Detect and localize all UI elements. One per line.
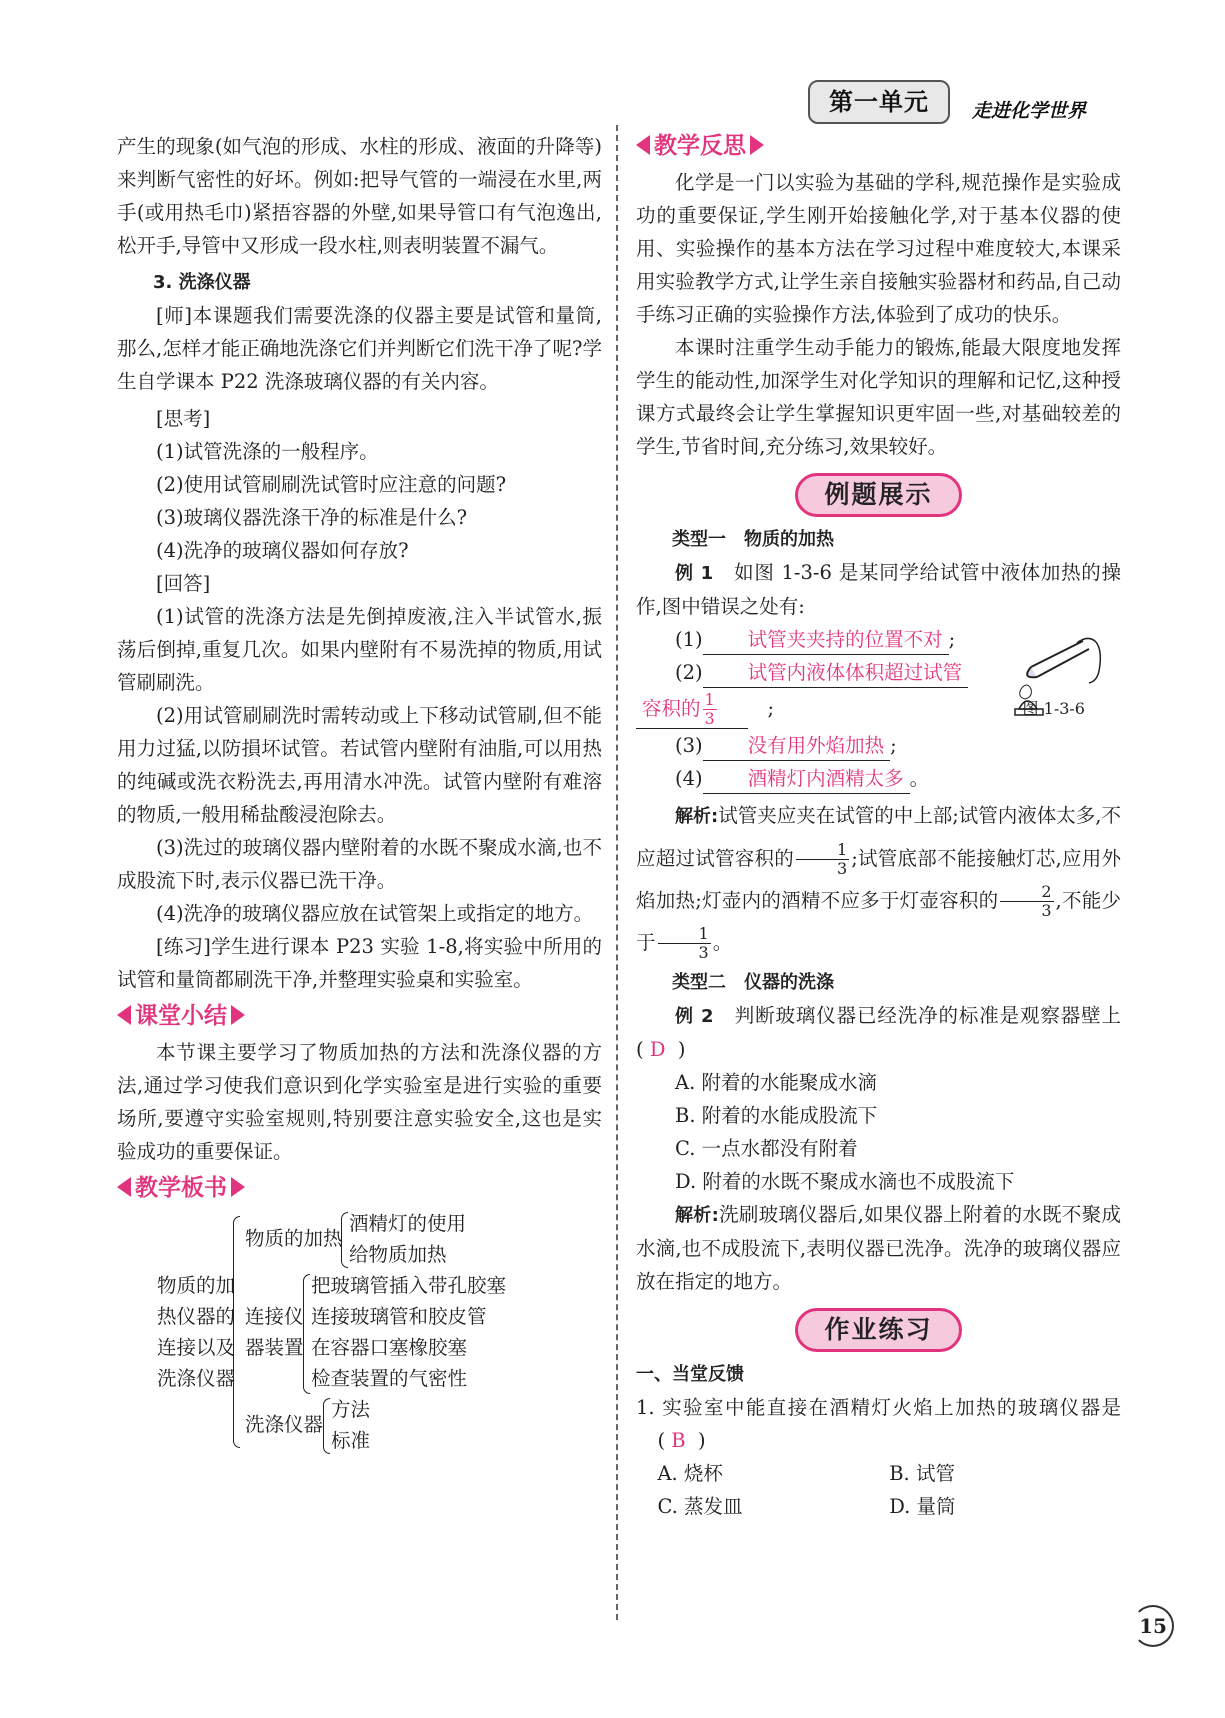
option: A. 附着的水能聚成水滴 [675, 1071, 877, 1094]
homework-banner: 作业练习 [795, 1308, 961, 1352]
list-item: (2)使用试管刷刷洗试管时应注意的问题? [156, 473, 507, 496]
list-item: (2)用试管刷刷洗时需转动或上下移动试管刷,但不能用力过猛,以防損坏试管。若试管内壁附有油脂,可以用热的纯碱或洗衣粉洗去,再用清水冲洗。试管内壁附有难溶的物质,一般用稀盐酸浸泡除去。 [117, 704, 602, 826]
example-text: 如图 1-3-6 是某同学给试管中液体加热的操作,图中错误之处有: [636, 561, 1121, 618]
board-leaf: 方法 [331, 1398, 371, 1421]
left-column [117, 130, 602, 1458]
board-leaf: 连接玻璃管和胶皮管 [311, 1305, 487, 1328]
board-branch: 洗涤仪器 [245, 1413, 324, 1436]
board-root: 物质的加 [157, 1274, 236, 1297]
board-leaf: 在容器口塞橡胶塞 [311, 1336, 468, 1359]
paragraph: 化学是一门以实验为基础的学科,规范操作是实验成功的重要保证,学生刚开始接触化学,对于基本仪器的使用、实验操作的基本方法在学习过程中难度较大,本课采用实验教学方式,让学生亲自接触实验器材和药品,自己动手练习正确的实验操作方法,体验到了成功的快乐。 [636, 171, 1121, 326]
triangle-right-icon [231, 1177, 245, 1197]
subheading: 3. 洗涤仪器 [153, 272, 251, 293]
answer-blank: 没有用外焰加热 [703, 732, 891, 761]
analysis-text: 试管夹应夹在试管的中上部;试管内液体太多,不应超过试管容积的 [636, 804, 1121, 870]
option: B. 试管 [889, 1462, 955, 1485]
paragraph: 本课时注重学生动手能力的锻炼,能最大限度地发挥学生的能动性,加深学生对化学知识的理解和记忆,这种授课方式最终会让学生掌握知识更牢固一些,对基础较差的学生,节省时间,充分练习,效果较好。 [636, 336, 1121, 458]
option: A. 烧杯 [657, 1462, 723, 1485]
type-heading: 类型一 物质的加热 [672, 529, 834, 550]
list-item: (3)洗过的玻璃仪器内壁附着的水既不聚成水滴,也不成股流下时,表示仪器已洗干净。 [117, 836, 602, 892]
board-root: 热仪器的 [157, 1305, 236, 1328]
example-label: 例 1 [675, 563, 714, 584]
label: [回答] [156, 572, 211, 595]
paragraph: 产生的现象(如气泡的形成、水柱的形成、液面的升降等)来判断气密性的好坏。例如:把导气管的一端浸在水里,两手(或用热毛巾)紧捂容器的外壁,如果导管口有气泡逸出,松开手,导管中又形成一段水柱,则表明装置不漏气。 [117, 135, 602, 257]
question-answer: B [671, 1429, 686, 1452]
analysis-text: 洗刷玻璃仪器后,如果仪器上附着的水既不聚成水滴,也不成股流下,表明仪器已洗净。洗净的玻璃仪器应放在指定的地方。 [636, 1203, 1122, 1293]
board-branch: 连接仪 [245, 1305, 304, 1328]
option: B. 附着的水能成股流下 [675, 1104, 878, 1127]
fraction: $\frac{1}{3}$ [658, 925, 711, 962]
example-label: 例 2 [675, 1006, 714, 1027]
example-answer: D [649, 1038, 666, 1061]
test-tube-heating-figure [991, 627, 1111, 727]
answer-blank: 试管夹夹持的位置不对 [703, 626, 949, 655]
answer-blank: 酒精灯内酒精太多 [703, 765, 910, 794]
page-number: 15 [1132, 1605, 1174, 1647]
triangle-left-icon [117, 1177, 131, 1197]
section-title: 教学反思 [636, 128, 1121, 164]
right-column: 教学反思 化学是一门以实验为基础的学科,规范操作是实验成功的重要保证,学生刚开始接触化学,对于基本仪器的使用、实验操作的基本方法在学习过程中难度较大,本课采用实验教学方式,让学生亲自接触实验器材和药品,自己动手练习正确的实验操作方法,体验到了成功的快乐。 本课时注重学生动手能力的锻炼,能最大限度地发挥学生的能动性,加深学生对化学知识的理解和记忆,这种授课方式最终会让学生掌握知识更牢固一些,对基础较差的学生,节省时间,充分练习,效果较好。 例题展示 类型一 物质的加热 例 1 如图 1-3-6 是某同学给试管中液体加热的操作,图中错误之处有: (1) 试管夹夹持的位置不对 ; (2) 试管内液体体积超过试管 容积的 $\frac{1}{3}$ ; 图 1-3-6 (3) 没有用外焰加热 ; (4) 酒精灯内酒精太多 。 解析:试管夹应夹在试管的中上部;试管内液体太多,不应超过试管容积的 $\frac{1}{3}$ ;试管底部不能接触灯芯,应用外焰加热;灯壶内的酒精不应多于灯壶容积的 $\frac{2}{3}$ ,不能少于 $\frac{1}{3}$ 。 类型二 仪器的洗涤 例 2 判断玻璃仪器已经洗净的标准是观察器壁上( D ) A. 附着的水能聚成水滴 B. 附着的水能成股流下 C. 一点水都没有附着 D. 附着的水既不聚成水滴也不成股流下 解析:洗刷玻璃仪器后,如果仪器上附着的水既不聚成水滴,也不成股流下,表明仪器已洗净。洗净的玻璃仪器应放在指定的地方。 作业练习 一、当堂反馈 1. 实验室中能直接在酒精灯火焰上加热的玻璃仪器是( B ) A. 烧杯 B. 试管 C. 蒸发皿 D. 量筒 [636, 130, 1121, 1523]
brace-icon [303, 1274, 310, 1394]
examples-banner: 例题展示 [795, 473, 961, 517]
column-divider [616, 125, 618, 1620]
option: D. 附着的水既不聚成水滴也不成股流下 [675, 1170, 1015, 1193]
option: D. 量筒 [889, 1495, 956, 1518]
brace-icon [323, 1398, 330, 1454]
board-leaf: 把玻璃管插入带孔胶塞 [311, 1274, 507, 1297]
list-item: (1)试管洗涤的一般程序。 [156, 440, 379, 463]
analysis-text: 。 [712, 931, 733, 954]
section-title: 课堂小结 [117, 998, 602, 1034]
board-branch: 物质的加热 [245, 1227, 343, 1250]
board-leaf: 检查装置的气密性 [311, 1367, 468, 1390]
triangle-right-icon [750, 135, 764, 155]
type-heading: 类型二 仪器的洗涤 [672, 972, 834, 993]
answer-blank: 试管内液体体积超过试管 [703, 659, 969, 688]
option: C. 蒸发皿 [657, 1495, 743, 1518]
board-leaf: 标准 [331, 1429, 371, 1452]
paragraph: [师]本课题我们需要洗涤的仪器主要是试管和量筒,那么,怎样才能正确地洗涤它们并判断它们洗干净了呢?学生自学课本 P22 洗涤玻璃仪器的有关内容。 [117, 304, 602, 393]
triangle-right-icon [231, 1005, 245, 1025]
fraction: $\frac{2}{3}$ [1000, 883, 1053, 920]
analysis-label: 解析: [675, 1205, 719, 1226]
triangle-left-icon [636, 135, 650, 155]
brace-icon [341, 1212, 348, 1268]
analysis-text: ;试管底部不能接触灯芯,应用外焰加热;灯壶内的酒精不应多于灯壶容积的 [636, 847, 1121, 912]
unit-subtitle: 走进化学世界 [972, 100, 1087, 122]
option: C. 一点水都没有附着 [675, 1137, 858, 1160]
board-leaf: 酒精灯的使用 [349, 1212, 467, 1235]
paragraph: [练习]学生进行课本 P23 实验 1-8,将实验中所用的试管和量筒都刷洗干净,并整理实验桌和实验室。 [117, 935, 602, 991]
paragraph: 本节课主要学习了物质加热的方法和洗涤仪器的方法,通过学习使我们意识到化学实验室是进行实验的重要场所,要遵守实验室规则,特别要注意实验安全,这也是实验成功的重要保证。 [117, 1041, 602, 1163]
list-item: (3)玻璃仪器洗涤干净的标准是什么? [156, 506, 468, 529]
analysis-label: 解析: [675, 806, 719, 827]
board-branch: 器装置 [245, 1336, 304, 1359]
list-item: (1)试管的洗涤方法是先倒掉废液,注入半试管水,振荡后倒掉,重复几次。如果内壁附有不易洗掉的物质,用试管刷刷洗。 [117, 605, 602, 694]
blackboard-outline [117, 1208, 602, 1458]
board-root: 洗涤仪器 [157, 1367, 236, 1390]
list-item: (4)洗净的玻璃仪器应放在试管架上或指定的地方。 [156, 902, 594, 925]
example-text: 判断玻璃仪器已经洗净的标准是观察器壁上( [636, 1004, 1121, 1061]
board-leaf: 给物质加热 [349, 1243, 447, 1266]
list-item: (4)洗净的玻璃仪器如何存放? [156, 539, 409, 562]
answer-blank: 容积的 $\frac{1}{3}$ [636, 691, 748, 729]
fraction: $\frac{1}{3}$ [704, 690, 715, 728]
label: [思考] [156, 407, 211, 430]
unit-badge: 第一单元 [808, 80, 950, 124]
fraction: $\frac{1}{3}$ [796, 841, 849, 878]
triangle-left-icon [117, 1005, 131, 1025]
brace-icon [233, 1216, 240, 1448]
question-text: 1. 实验室中能直接在酒精灯火焰上加热的玻璃仪器是( [636, 1396, 1121, 1452]
section-heading: 一、当堂反馈 [636, 1364, 744, 1385]
analysis-text: ,不能少于 [636, 889, 1121, 954]
board-root: 连接以及 [157, 1336, 236, 1359]
example1-answers: (1) 试管夹夹持的位置不对 ; (2) 试管内液体体积超过试管 容积的 $\frac{1}{3}$ ; 图 1-3-6 (3) 没有用外焰加热 ; (4) 酒精灯内酒精太多 。 [636, 623, 1121, 795]
figure-caption: 图 1-3-6 [1022, 699, 1085, 718]
section-title: 教学板书 [117, 1170, 602, 1206]
